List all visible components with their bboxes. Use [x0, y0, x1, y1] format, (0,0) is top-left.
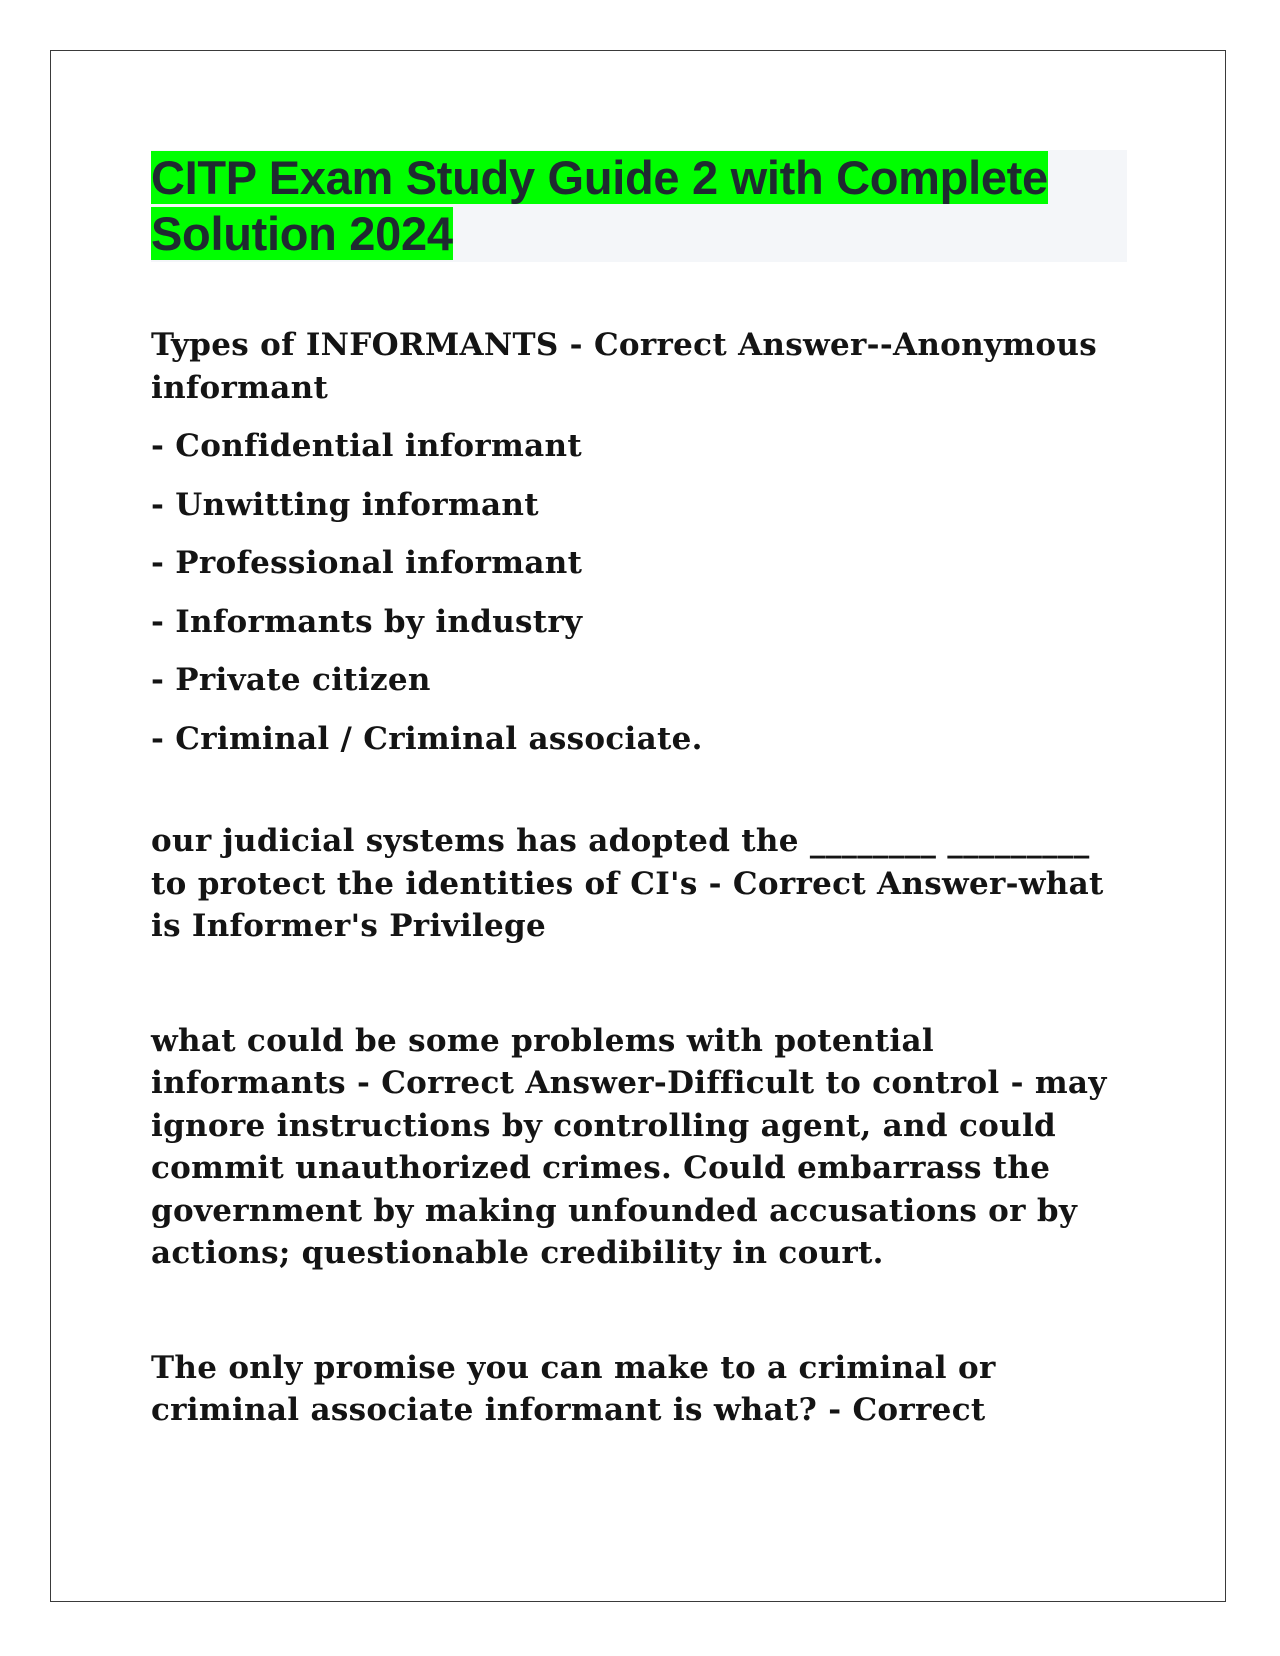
entry-question: Types of INFORMANTS - Correct Answer--Anonymous informant — [151, 327, 1097, 406]
title-highlight: CITP Exam Study Guide 2 with Complete Solution 2024 — [151, 151, 1048, 260]
list-item: - Private citizen — [151, 662, 431, 698]
title-block — [151, 150, 1127, 262]
list-item: - Informants by industry — [151, 603, 583, 640]
entry-informant-types — [151, 324, 1131, 760]
entry-informers-privilege: our judicial systems has adopted the ________ _________ to protect the identities of CI's - Correct Answer-what is Informer's Privilege — [151, 823, 1104, 944]
document-title — [151, 150, 1127, 262]
informant-types-list — [151, 425, 1131, 760]
list-item: - Unwitting informant — [151, 486, 539, 523]
entry-only-promise: The only promise you can make to a criminal or criminal associate informant is what? - Correct — [151, 1349, 996, 1428]
list-item: - Criminal / Criminal associate. — [151, 720, 703, 757]
entry-informant-problems: what could be some problems with potential informants - Correct Answer-Difficult to control - may ignore instructions by controlling agent, and could commit unauthorized crimes. Could embarrass the government by making unfounded accusations or by actions; questionable credibility in court. — [151, 1022, 1107, 1271]
document-content — [151, 150, 1131, 1432]
list-item: - Confidential informant — [151, 428, 582, 464]
list-item: - Professional informant — [151, 545, 583, 581]
